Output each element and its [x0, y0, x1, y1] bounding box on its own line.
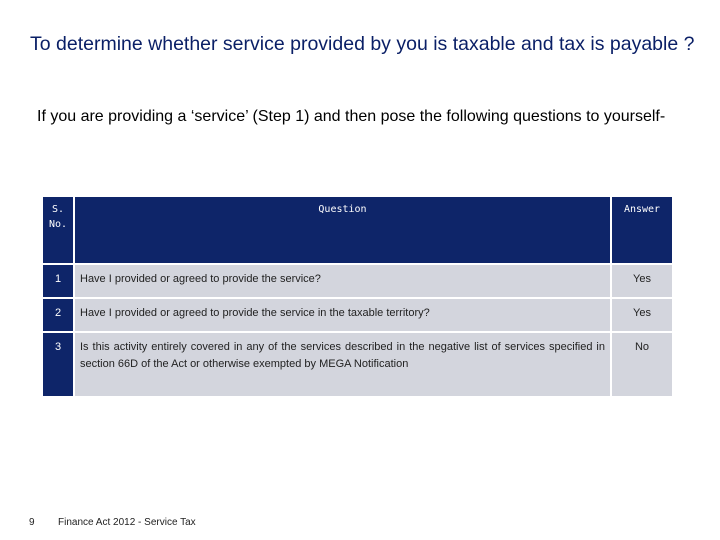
header-answer: Answer: [611, 196, 673, 264]
row-answer: Yes: [611, 298, 673, 332]
row-answer: No: [611, 332, 673, 397]
table-row: [42, 264, 673, 298]
row-sno: 1: [42, 264, 74, 298]
row-answer: Yes: [611, 264, 673, 298]
row-question: Is this activity entirely covered in any of the services described in the negative list of services specified in section 66D of the Act or otherwise exempted by MEGA Notification: [74, 332, 611, 397]
table-row: [42, 332, 673, 397]
row-question: Have I provided or agreed to provide the service in the taxable territory?: [74, 298, 611, 332]
intro-text: If you are providing a ‘service’ (Step 1) and then pose the following questions to yourself-: [37, 108, 666, 125]
header-sno: S. No.: [42, 196, 74, 264]
table-header-row: [42, 196, 673, 264]
table-row: [42, 298, 673, 332]
page-number: 9: [29, 517, 35, 528]
row-question: Have I provided or agreed to provide the service?: [74, 264, 611, 298]
row-sno: 2: [42, 298, 74, 332]
questions-table: [41, 195, 674, 398]
header-question: Question: [74, 196, 611, 264]
row-sno: 3: [42, 332, 74, 397]
slide-title: To determine whether service provided by you is taxable and tax is payable ?: [30, 33, 695, 55]
footer-text: Finance Act 2012 - Service Tax: [58, 517, 196, 528]
